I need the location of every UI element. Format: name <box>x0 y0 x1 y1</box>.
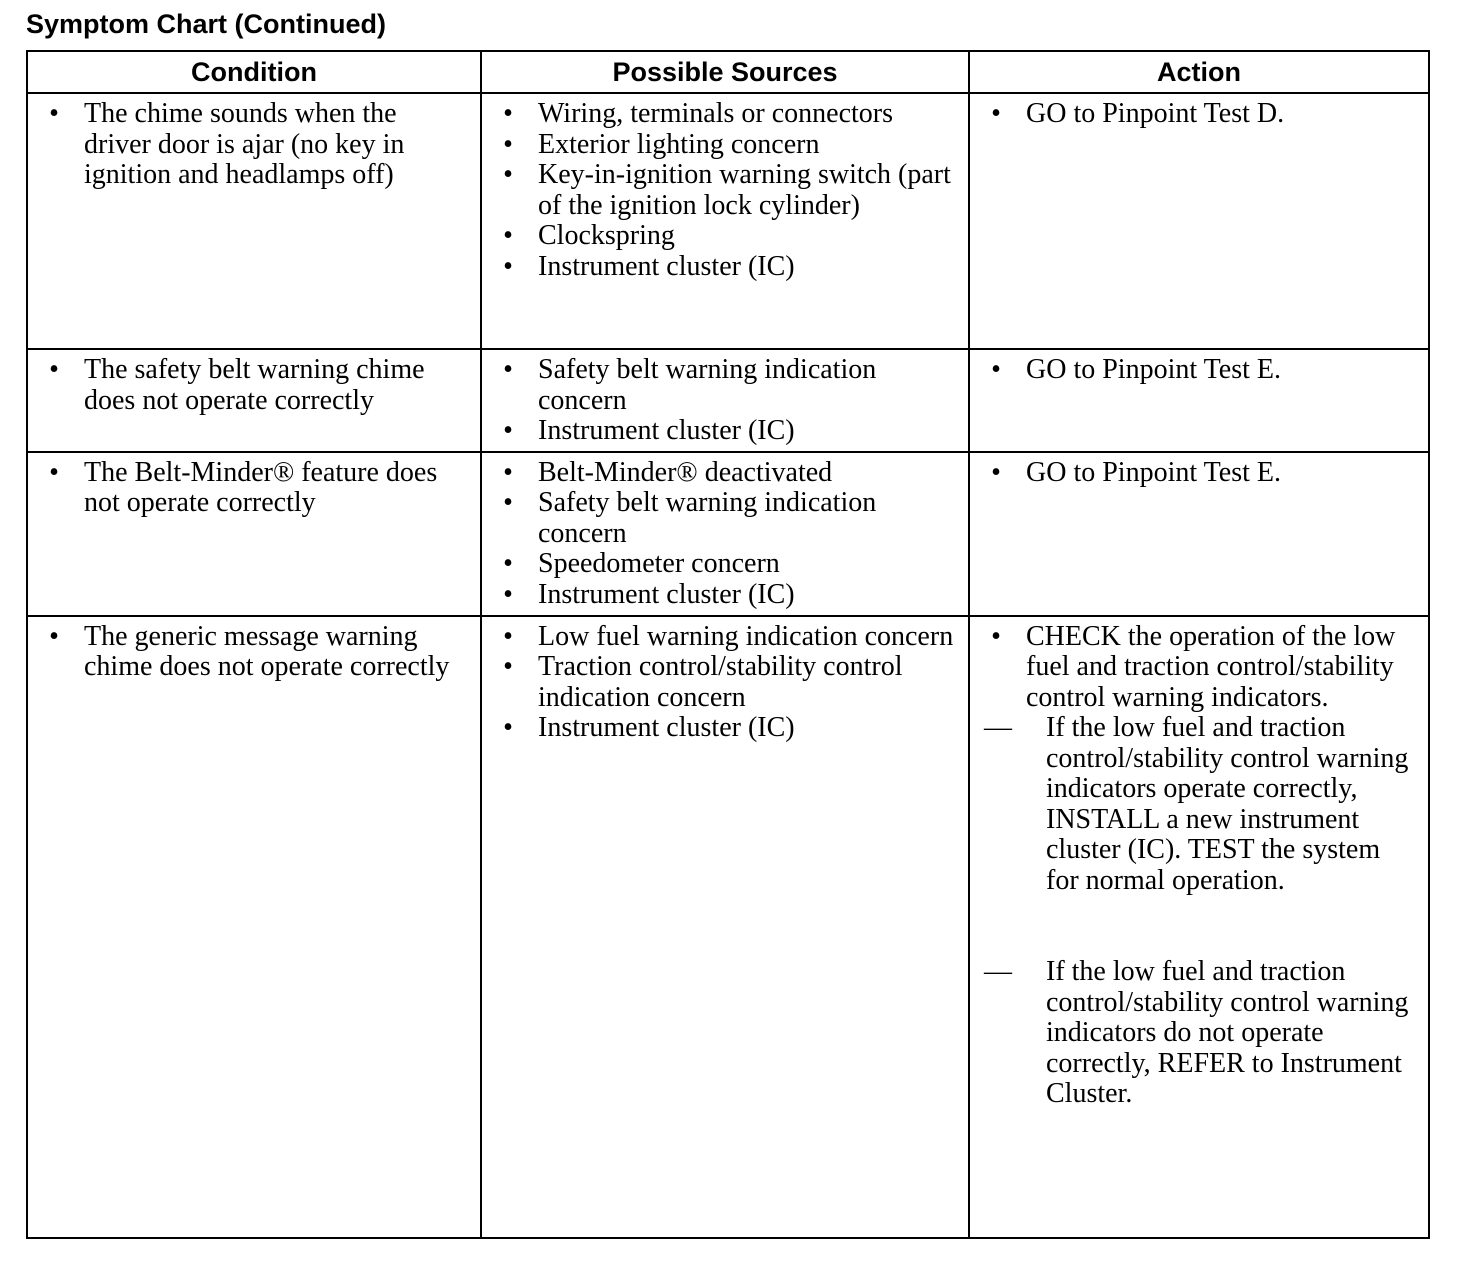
list-item <box>980 622 1418 1110</box>
bullet-icon: • <box>503 548 513 579</box>
bullet-icon: • <box>503 712 513 743</box>
list-item <box>492 221 958 252</box>
action-header: Action <box>969 51 1429 93</box>
source-text: Instrument cluster (IC) <box>538 415 795 446</box>
action-cell <box>969 349 1429 452</box>
bullet-icon: • <box>503 487 513 518</box>
sources-cell <box>481 616 969 1238</box>
action-cell <box>969 616 1429 1238</box>
condition-cell <box>27 452 481 616</box>
table-row <box>27 616 1429 1238</box>
action-sub-item <box>980 957 1418 1110</box>
bullet-icon: • <box>503 250 513 282</box>
bullet-icon: • <box>503 354 513 385</box>
condition-text: The Belt-Minder® feature does not operate correctly <box>84 456 438 518</box>
table-row <box>27 93 1429 349</box>
symptom-chart-table <box>26 50 1430 1239</box>
list-item <box>980 355 1418 386</box>
bullet-icon: • <box>991 620 1001 652</box>
list-item <box>38 458 470 519</box>
source-text: Key-in-ignition warning switch (part of the ignition lock cylinder) <box>538 159 951 221</box>
list-item <box>492 355 958 416</box>
list-item <box>492 252 958 283</box>
list-item <box>492 130 958 161</box>
bullet-icon: • <box>503 456 513 488</box>
condition-text: The safety belt warning chime does not operate correctly <box>84 354 425 416</box>
action-cell <box>969 452 1429 616</box>
action-text: CHECK the operation of the low fuel and traction control/stability control warning indicators. <box>1026 620 1396 713</box>
list-item <box>980 99 1418 130</box>
action-text: GO to Pinpoint Test D. <box>1026 98 1285 129</box>
list-item <box>492 549 958 580</box>
action-sub-text: If the low fuel and traction control/stability control warning indicators operate correctly, INSTALL a new instrument cluster (IC). TEST the system for normal operation. <box>1046 712 1409 896</box>
list-item <box>492 160 958 221</box>
sources-cell <box>481 452 969 616</box>
action-text: GO to Pinpoint Test E. <box>1026 354 1281 385</box>
source-text: Instrument cluster (IC) <box>538 250 795 282</box>
bullet-icon: • <box>503 98 513 129</box>
dash-icon: — <box>984 956 1012 987</box>
list-item <box>980 458 1418 489</box>
source-text: Safety belt warning indication concern <box>538 487 877 549</box>
bullet-icon: • <box>503 415 513 446</box>
condition-text: The generic message warning chime does not operate correctly <box>84 620 450 682</box>
action-cell <box>969 93 1429 349</box>
source-text: Safety belt warning indication concern <box>538 354 877 416</box>
source-text: Instrument cluster (IC) <box>538 578 795 610</box>
condition-header: Condition <box>27 51 481 93</box>
bullet-icon: • <box>503 578 513 610</box>
action-text: GO to Pinpoint Test E. <box>1026 456 1281 488</box>
bullet-icon: • <box>503 620 513 652</box>
list-item <box>492 652 958 713</box>
list-item <box>492 488 958 549</box>
source-text: Speedometer concern <box>538 548 780 579</box>
bullet-icon: • <box>49 456 59 488</box>
source-text: Clockspring <box>538 220 675 251</box>
bullet-icon: • <box>991 98 1001 129</box>
table-row <box>27 349 1429 452</box>
bullet-icon: • <box>503 220 513 251</box>
source-text: Belt-Minder® deactivated <box>538 456 833 488</box>
condition-cell <box>27 93 481 349</box>
sources-cell <box>481 93 969 349</box>
action-sub-text: If the low fuel and traction control/stability control warning indicators do not operate correctly, REFER to Instrument Cluster. <box>1046 956 1409 1109</box>
source-text: Instrument cluster (IC) <box>538 712 795 743</box>
possible-sources-header: Possible Sources <box>481 51 969 93</box>
condition-text: The chime sounds when the driver door is ajar (no key in ignition and headlamps off) <box>84 98 405 190</box>
list-item <box>492 99 958 130</box>
header-row <box>27 51 1429 93</box>
source-text: Low fuel warning indication concern <box>538 620 954 652</box>
list-item <box>492 622 958 653</box>
bullet-icon: • <box>991 456 1001 488</box>
dash-icon: — <box>984 712 1012 743</box>
list-item <box>38 99 470 191</box>
bullet-icon: • <box>49 98 59 129</box>
list-item <box>492 458 958 489</box>
source-text: Exterior lighting concern <box>538 128 820 160</box>
page-title: Symptom Chart (Continued) <box>26 9 386 39</box>
list-item <box>38 355 470 416</box>
bullet-icon: • <box>49 620 59 652</box>
list-item <box>492 416 958 447</box>
action-sub-item <box>980 713 1418 896</box>
source-text: Wiring, terminals or connectors <box>538 98 893 129</box>
condition-cell <box>27 616 481 1238</box>
list-item <box>492 580 958 611</box>
condition-cell <box>27 349 481 452</box>
bullet-icon: • <box>503 128 513 160</box>
list-item <box>38 622 470 683</box>
bullet-icon: • <box>49 354 59 385</box>
bullet-icon: • <box>991 354 1001 385</box>
bullet-icon: • <box>503 651 513 682</box>
sources-cell <box>481 349 969 452</box>
source-text: Traction control/stability control indication concern <box>538 651 903 713</box>
list-item <box>492 713 958 744</box>
table-row <box>27 452 1429 616</box>
bullet-icon: • <box>503 159 513 190</box>
